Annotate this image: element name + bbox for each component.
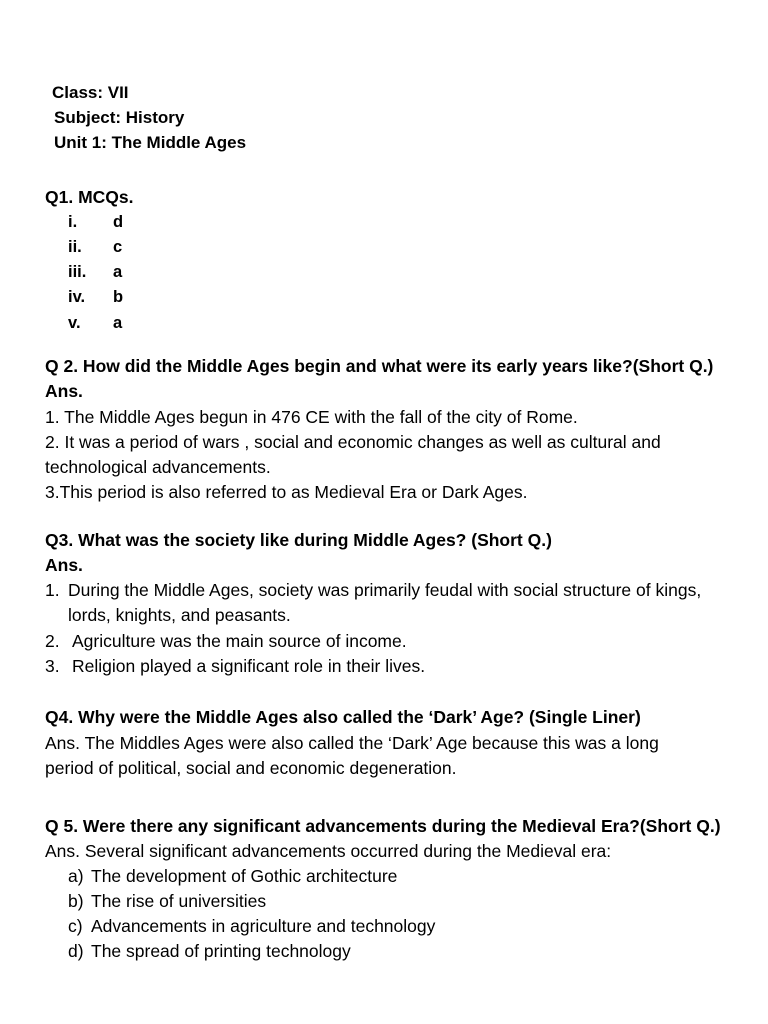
list-item-text: The spread of printing technology (91, 941, 351, 961)
mcq-item-number: ii. (68, 238, 82, 256)
mcq-item-number: iv. (68, 288, 86, 306)
list-item-continuation: lords, knights, and peasants. (68, 605, 291, 625)
mcq-item-answer: a (113, 314, 123, 332)
list-item-text: The rise of universities (91, 891, 267, 911)
q2-answer-line: 3.This period is also referred to as Medieval Era or Dark Ages. (45, 482, 528, 502)
mcq-item-number: i. (68, 213, 78, 231)
subject-line: Subject: History (54, 108, 185, 127)
mcq-item-answer: b (113, 288, 124, 306)
q4-answer-line: Ans. The Middles Ages were also called the ‘Dark’ Age because this was a long (45, 733, 659, 753)
q5-question: Q 5. Were there any significant advancements during the Medieval Era?(Short Q.) (45, 816, 721, 836)
unit-line: Unit 1: The Middle Ages (54, 133, 247, 152)
list-item-number: c) (68, 916, 83, 936)
mcq-item-number: iii. (68, 263, 87, 281)
list-item-text: Religion played a significant role in their lives. (72, 656, 426, 676)
class-line: Class: VII (52, 83, 129, 102)
q2-answer-line: 1. The Middle Ages begun in 476 CE with the fall of the city of Rome. (45, 407, 578, 427)
q2-answer-line: technological advancements. (45, 457, 271, 477)
list-item-text: Agriculture was the main source of income. (72, 631, 407, 651)
list-item-number: 1. (45, 580, 60, 600)
q2-question: Q 2. How did the Middle Ages begin and what were its early years like?(Short Q.) (45, 356, 714, 376)
q3-question: Q3. What was the society like during Middle Ages? (Short Q.) (45, 530, 552, 550)
q5-answer-intro: Ans. Several significant advancements occurred during the Medieval era: (45, 841, 612, 861)
list-item-number: b) (68, 891, 84, 911)
list-item-number: 2. (45, 631, 60, 651)
list-item-text: The development of Gothic architecture (91, 866, 398, 886)
mcq-item-answer: c (113, 238, 123, 256)
mcq-item-answer: d (113, 213, 124, 231)
q1-title: Q1. MCQs. (45, 187, 134, 207)
list-item-number: d) (68, 941, 84, 961)
q3-ans-label: Ans. (45, 555, 83, 575)
q2-ans-label: Ans. (45, 381, 83, 401)
q4-answer-line: period of political, social and economic degeneration. (45, 758, 457, 778)
list-item-text: Advancements in agriculture and technology (91, 916, 436, 936)
q4-question: Q4. Why were the Middle Ages also called the ‘Dark’ Age? (Single Liner) (45, 707, 641, 727)
mcq-item-number: v. (68, 314, 81, 332)
q2-answer-line: 2. It was a period of wars , social and economic changes as well as cultural and (45, 432, 661, 452)
list-item-text: During the Middle Ages, society was primarily feudal with social structure of kings, (68, 580, 702, 600)
list-item-number: a) (68, 866, 84, 886)
list-item-number: 3. (45, 656, 60, 676)
mcq-item-answer: a (113, 263, 123, 281)
